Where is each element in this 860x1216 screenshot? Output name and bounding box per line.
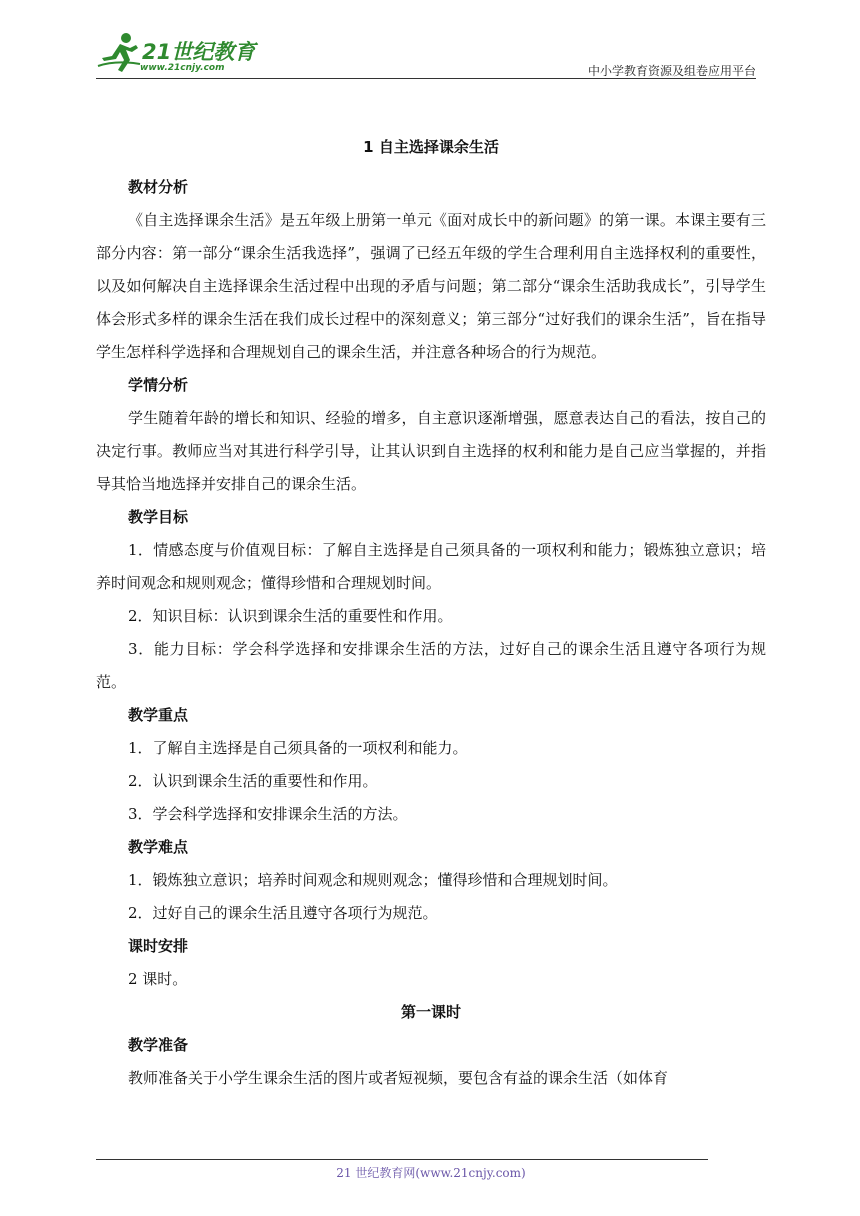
section-heading: 教学难点 (128, 838, 189, 856)
list-item: 3．学会科学选择和安排课余生活的方法。 (128, 805, 408, 823)
list-item: 1．锻炼独立意识；培养时间观念和规则观念；懂得珍惜和合理规划时间。 (128, 871, 618, 889)
paragraph: 教师准备关于小学生课余生活的图片或者短视频，要包含有益的课余生活（如体育 (128, 1069, 669, 1087)
logo-text: 21世纪教育 (142, 40, 256, 64)
list-item: 2．过好自己的课余生活且遵守各项行为规范。 (128, 904, 438, 922)
page-footer: 21 世纪教育网(www.21cnjy.com) (336, 1166, 526, 1180)
runner-logo-icon (96, 30, 142, 74)
section-heading: 教学目标 (128, 508, 189, 526)
lesson-title: 第一课时 (400, 1003, 461, 1021)
paragraph: 学生随着年龄的增长和知识、经验的增多，自主意识逐渐增强，愿意表达自己的看法，按自己的决定行事。教师应当对其进行科学引导，让其认识到自主选择的权利和能力是自己应当掌握的，并指导其恰当地选择并安排自己的课余生活。 (96, 409, 766, 493)
section-heading: 教学重点 (128, 706, 189, 724)
section-heading: 学情分析 (128, 376, 189, 394)
page-header (96, 30, 756, 80)
document-body (96, 136, 766, 1095)
paragraph: 《自主选择课余生活》是五年级上册第一单元《面对成长中的新问题》的第一课。本课主要有三部分内容：第一部分“课余生活我选择”，强调了已经五年级的学生合理利用自主选择权利的重要性，以及如何解决自主选择课余生活过程中出现的矛盾与问题；第二部分“课余生活助我成长”，引导学生体会形式多样的课余生活在我们成长过程中的深刻意义；第三部分“过好我们的课余生活”，旨在指导学生怎样科学选择和合理规划自己的课余生活，并注意各种场合的行为规范。 (96, 211, 766, 361)
list-item: 1．了解自主选择是自己须具备的一项权利和能力。 (128, 739, 468, 757)
logo (96, 30, 266, 76)
list-item: 2 课时。 (128, 970, 188, 988)
list-item: 3．能力目标：学会科学选择和安排课余生活的方法，过好自己的课余生活且遵守各项行为规范。 (96, 640, 766, 691)
footer-divider (96, 1159, 708, 1160)
section-heading: 教学准备 (128, 1036, 189, 1054)
list-item: 2．认识到课余生活的重要性和作用。 (128, 772, 378, 790)
header-divider (96, 78, 756, 79)
document-title: 1 自主选择课余生活 (363, 138, 499, 156)
section-heading: 课时安排 (128, 937, 189, 955)
list-item: 2．知识目标：认识到课余生活的重要性和作用。 (128, 607, 453, 625)
logo-url: www.21cnjy.com (140, 63, 225, 73)
platform-name: 中小学教育资源及组卷应用平台 (587, 64, 756, 78)
section-heading: 教材分析 (128, 178, 189, 196)
list-item: 1．情感态度与价值观目标：了解自主选择是自己须具备的一项权利和能力；锻炼独立意识；培养时间观念和规则观念；懂得珍惜和合理规划时间。 (96, 541, 766, 592)
